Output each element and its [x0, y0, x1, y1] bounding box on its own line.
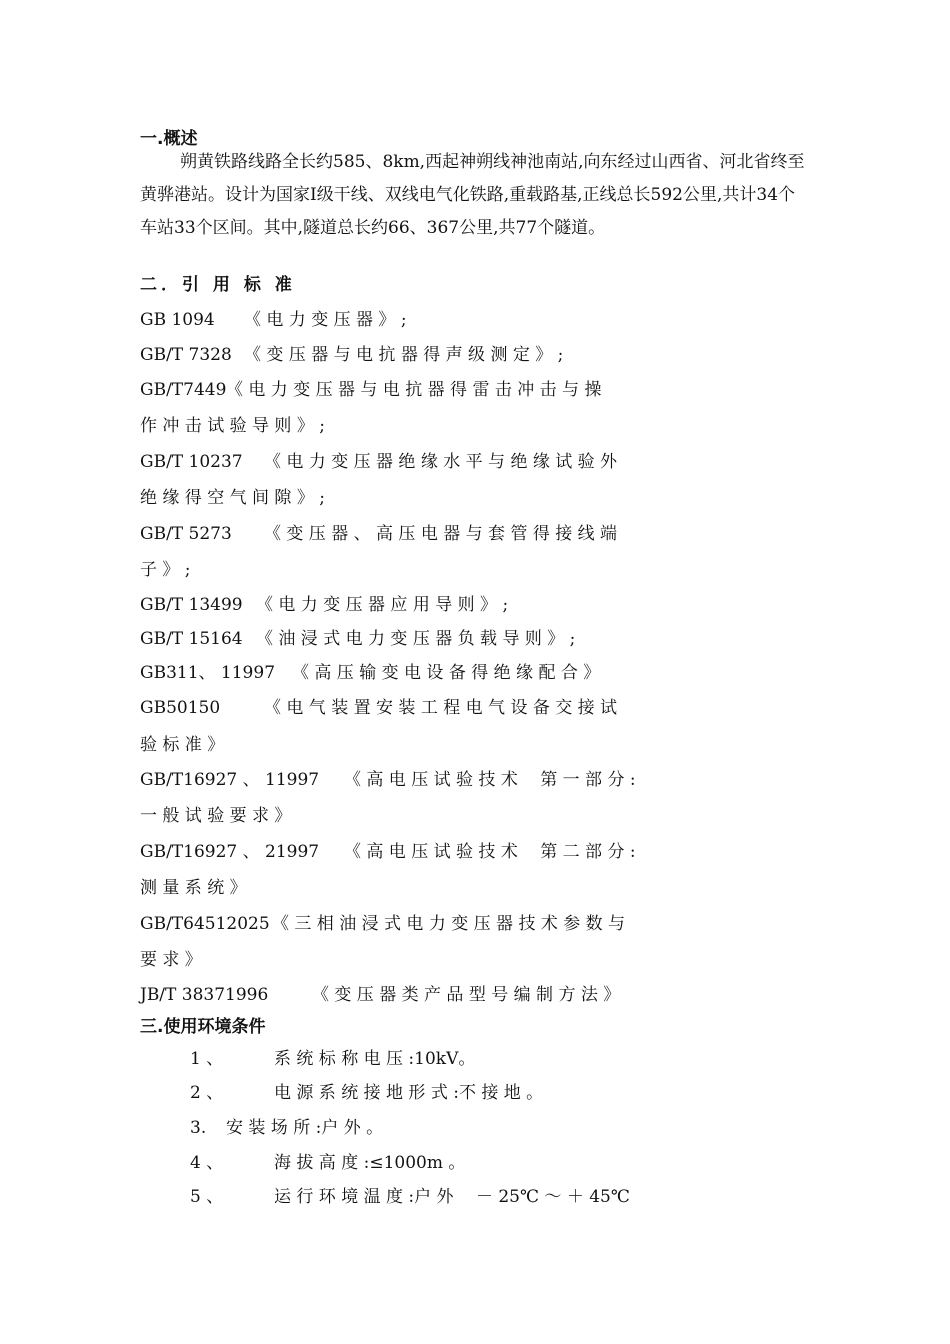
- standard-line-continued: 验 标 准 》: [140, 735, 225, 755]
- env-item: [190, 1078, 543, 1103]
- env-item-number: 2 、: [190, 1083, 224, 1103]
- env-item: [190, 1044, 475, 1069]
- standard-name: 《 变 压 器 、 高 压 电 器 与 套 管 得 接 线 端: [264, 524, 618, 544]
- env-item: [190, 1182, 630, 1207]
- standard-code: GB/T64512025: [140, 914, 270, 934]
- standard-line: [140, 519, 617, 544]
- standard-line-continued: 一 般 试 验 要 求 》: [140, 806, 292, 826]
- env-item-text: 运 行 环 境 温 度 :户 外 － 25℃ ～ ＋ 45℃: [274, 1187, 630, 1207]
- standard-code: JB/T 38371996: [140, 985, 269, 1005]
- standard-name: 《 高 电 压 试 验 技 术 第 二 部 分 :: [344, 842, 636, 862]
- standard-line: [140, 658, 600, 683]
- standard-line-continued: 绝 缘 得 空 气 间 隙 》 ;: [140, 488, 325, 508]
- standard-code: GB/T 7328: [140, 345, 232, 365]
- standard-name: 《 电 气 装 置 安 装 工 程 电 气 设 备 交 接 试: [264, 698, 618, 718]
- env-item: [190, 1148, 465, 1173]
- standard-line-continued: 作 冲 击 试 验 导 则 》 ;: [140, 416, 325, 436]
- standard-name: 《 三 相 油 浸 式 电 力 变 压 器 技 术 参 数 与: [272, 914, 626, 934]
- section-1-body: 朔黄铁路线路全长约585、8km,西起神朔线神池南站,向东经过山西省、河北省终至黄骅港站。设计为国家Ⅰ级干线、双线电气化铁路,重载路基,正线总长592公里,共计34个车站33个区间。其中,隧道总长约66、367公里,共77个隧道。: [140, 152, 805, 238]
- standard-name: 《 电 力 变 压 器 应 用 导 则 》 ;: [256, 595, 509, 615]
- standard-line-continued: 要 求 》: [140, 950, 202, 970]
- standard-line: [140, 837, 636, 862]
- standard-code: GB/T16927 、 21997: [140, 842, 320, 862]
- standard-code: GB/T 5273: [140, 524, 232, 544]
- env-item-number: 4 、: [190, 1153, 224, 1173]
- standard-name: 《 高 电 压 试 验 技 术 第 一 部 分 :: [344, 770, 636, 790]
- standard-line: [140, 340, 563, 365]
- standard-code: GB/T 13499: [140, 595, 243, 615]
- env-item-number: 3.: [190, 1118, 207, 1138]
- standard-code: GB/T16927 、 11997: [140, 770, 320, 790]
- env-item-text: 电 源 系 统 接 地 形 式 :不 接 地 。: [274, 1083, 544, 1103]
- standard-name: 《 变 压 器 与 电 抗 器 得 声 级 测 定 》 ;: [244, 345, 564, 365]
- env-item-text: 系 统 标 称 电 压 :10kV。: [274, 1049, 476, 1069]
- standard-name: 《 电 力 变 压 器 绝 缘 水 平 与 绝 缘 试 验 外: [264, 452, 618, 472]
- standard-line: [140, 765, 636, 790]
- standard-code: GB311、 11997: [140, 663, 276, 683]
- env-item-text: 安 装 场 所 :户 外 。: [226, 1118, 384, 1138]
- standard-line: [140, 447, 617, 472]
- section-1-paragraph: [140, 146, 808, 245]
- env-item-number: 5 、: [190, 1187, 224, 1207]
- standard-code: GB 1094: [140, 310, 215, 330]
- standard-line: [140, 624, 575, 649]
- standard-name: 《 油 浸 式 电 力 变 压 器 负 载 导 则 》 ;: [256, 629, 576, 649]
- standard-name: 《 变 压 器 类 产 品 型 号 编 制 方 法 》: [312, 985, 621, 1005]
- standard-line: [140, 305, 407, 330]
- standard-line: [140, 980, 620, 1005]
- section-2-title: 二．引 用 标 准: [140, 275, 296, 295]
- section-1-title: 一.概述: [140, 129, 198, 149]
- standard-line-continued: 测 量 系 统 》: [140, 878, 247, 898]
- env-item: [190, 1113, 383, 1138]
- standard-code: GB/T 15164: [140, 629, 243, 649]
- standard-code: GB50150: [140, 698, 221, 718]
- standard-code: GB/T7449: [140, 380, 227, 400]
- section-3-title: 三.使用环境条件: [140, 1017, 266, 1037]
- standard-name: 《 电 力 变 压 器 》 ;: [244, 310, 407, 330]
- standard-line: [140, 909, 625, 934]
- env-item-number: 1 、: [190, 1049, 224, 1069]
- standard-line: [140, 590, 508, 615]
- standard-code: GB/T 10237: [140, 452, 243, 472]
- standard-line: [140, 693, 617, 718]
- standard-line: [140, 375, 601, 400]
- standard-name: 《 高 压 输 变 电 设 备 得 绝 缘 配 合 》: [292, 663, 601, 683]
- standard-name: 《 电 力 变 压 器 与 电 抗 器 得 雷 击 冲 击 与 操: [226, 380, 602, 400]
- env-item-text: 海 拔 高 度 :≤1000m 。: [274, 1153, 466, 1173]
- standard-line-continued: 子 》 ;: [140, 560, 191, 580]
